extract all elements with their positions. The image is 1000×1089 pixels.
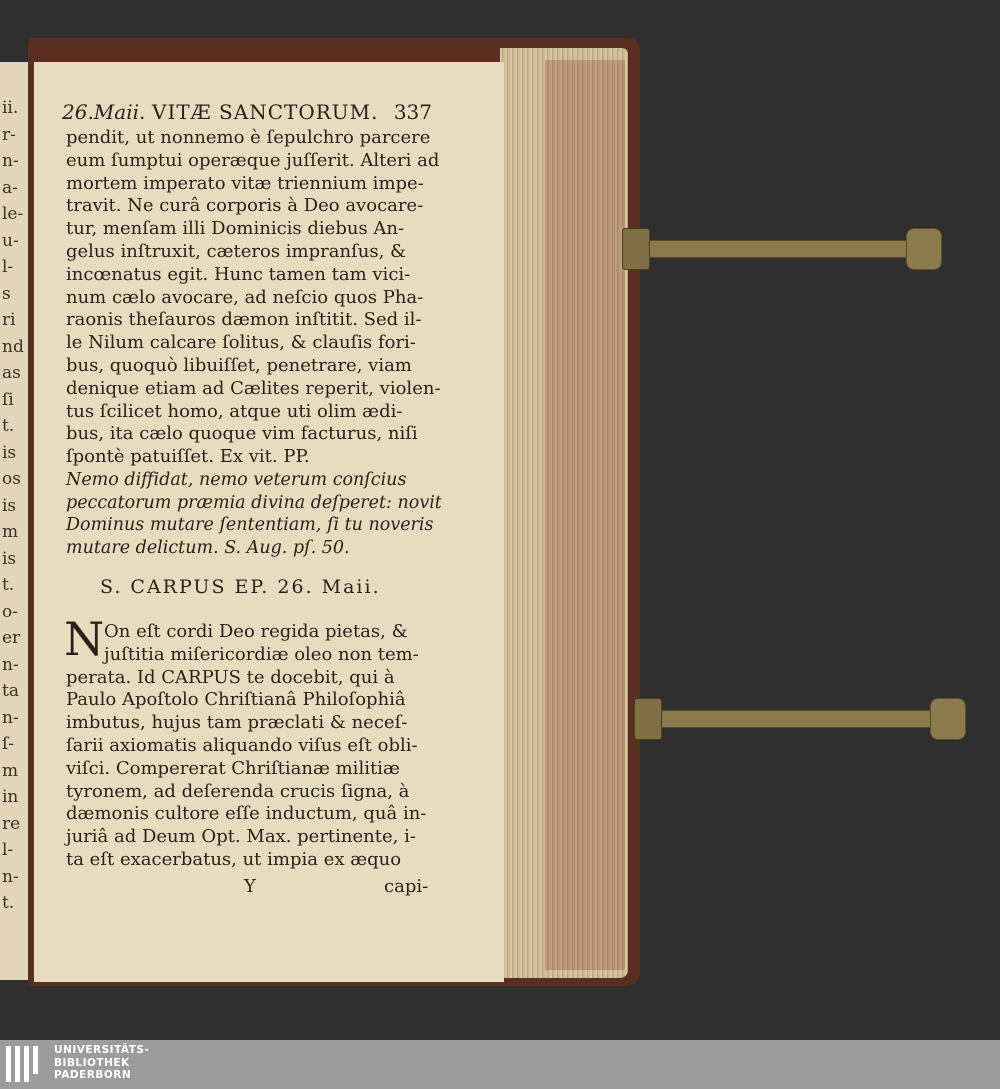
signature-mark: Y [244,876,256,897]
prev-page-fragment: r- [2,124,16,145]
prev-page-fragment: os [2,469,21,489]
prev-page-fragment: ſ- [2,734,15,754]
prev-page-fragment: is [2,548,17,569]
text-line: bus, quoquò libuiſſet, penetrare, viam [66,355,412,376]
prev-page-fragment: ſi [2,389,14,410]
prev-page-fragment: is [2,495,17,516]
prev-page-fragment: le- [2,204,24,224]
text-line: le Nilum calcare ſolitus, & clauſis fori- [66,332,416,354]
prev-page-fragment: er [2,628,21,648]
page-edges-stain [545,60,625,970]
prev-page-fragment: t. [2,893,15,913]
prev-page-fragment: as [2,363,21,383]
prev-page-fragment: a- [2,177,18,198]
prev-page-fragment: l- [2,840,14,860]
prev-page-fragment: t. [2,575,15,595]
text-line: raonis theſauros dæmon inſtitit. Sed il- [66,309,422,331]
logo-line: UNIVERSITÄTS- [54,1044,150,1056]
text-line: gelus inſtruxit, cæteros impranſus, & [66,241,407,262]
text-line: Dominus mutare ſententiam, ſi tu noveris [66,515,434,535]
prev-page-fragment: in [2,787,19,807]
section-heading: S. CARPUS EP. 26. Maii. [100,576,381,598]
prev-page-fragment: is [2,442,17,463]
text-line: pendit, ut nonnemo è ſepulchro parcere [66,127,431,148]
text-line: incœnatus egit. Hunc tamen tam vici- [66,263,411,285]
drop-cap: N [64,612,105,666]
text-line: Paulo Apoſtolo Chriſtianâ Philoſophiâ [66,689,406,711]
prev-page-fragment: n- [2,707,19,728]
text-line: mutare delictum. S. Aug. pſ. 50. [66,537,350,558]
text-line: num cælo avocare, ad neſcio quos Pha- [66,286,424,308]
text-line: imbutus, hujus tam præclati & neceſ- [66,712,408,734]
library-logo-text [54,1044,149,1082]
text-line: travit. Ne curâ corporis à Deo avocare- [66,195,424,217]
running-head-title: VITÆ SANCTORUM. [152,100,379,124]
prev-page-fragment: t. [2,416,15,436]
text-line: juriâ ad Deum Opt. Max. pertinente, i- [66,826,416,848]
text-line: mortem imperato vitæ triennium impe- [66,172,424,194]
prev-page-fragment: n- [2,151,19,171]
text-line: tus ſcilicet homo, atque uti olim ædi- [66,400,403,422]
prev-page-fragment: nd [2,336,24,357]
text-line: ſarii axiomatis aliquando viſus eſt obli- [66,735,418,756]
text-line: denique etiam ad Cælites reperit, violen- [66,377,441,399]
prev-page-fragment: ri [2,310,16,330]
text-line: tur, menſam illi Dominicis diebus An- [66,218,405,240]
library-logo-icon [6,1046,46,1082]
prev-page-fragment: ii. [2,98,19,118]
text-line: eum ſumptui operæque juſſerit. Alteri ad [66,149,440,171]
text-line: juſtitia miſericordiæ oleo non tem- [104,643,419,665]
text-line: ſpontè patuiſſet. Ex vit. PP. [66,446,310,468]
prev-page-fragment: u- [2,230,19,251]
text-line: perata. Id CARPUS te docebit, qui à [66,666,395,688]
prev-page-fragment: n- [2,866,19,887]
logo-line: BIBLIOTHEK [54,1056,130,1069]
prev-page-fragment: n- [2,654,19,675]
logo-line: PADERBORN [54,1069,132,1081]
catchword: capi- [384,876,429,897]
running-head-date: 26.Maii. [62,100,146,124]
text-line: viſci. Compererat Chriſtianæ militiæ [66,757,400,779]
prev-page-fragment: re [2,813,21,834]
footer-bar [0,1040,1000,1089]
lower-clasp [634,698,966,740]
page-number: 337 [393,100,432,124]
prev-page-fragment: m [2,522,19,542]
upper-clasp [622,228,942,270]
prev-page-fragment: o- [2,601,18,622]
text-line: dæmonis cultore eſſe inductum, quâ in- [66,803,427,825]
prev-page-fragment: s [2,283,11,304]
prev-page-fragment: m [2,760,19,781]
text-line: Nemo diffidat, nemo veterum conſcius [66,470,407,490]
prev-page-fragment: l- [2,257,14,277]
text-line: peccatorum præmia divina deſperet: novit [66,492,442,513]
prev-page-fragment: ta [2,681,19,701]
text-line: bus, ita cælo quoque vim facturus, niſi [66,423,418,445]
text-line: ta eſt exacerbatus, ut impia ex æquo [66,849,402,870]
text-line: On eſt cordi Deo regida pietas, & [104,621,408,642]
text-line: tyronem, ad deſerenda crucis ſigna, à [66,780,410,802]
previous-page-edge [0,62,31,980]
running-head [62,100,432,126]
